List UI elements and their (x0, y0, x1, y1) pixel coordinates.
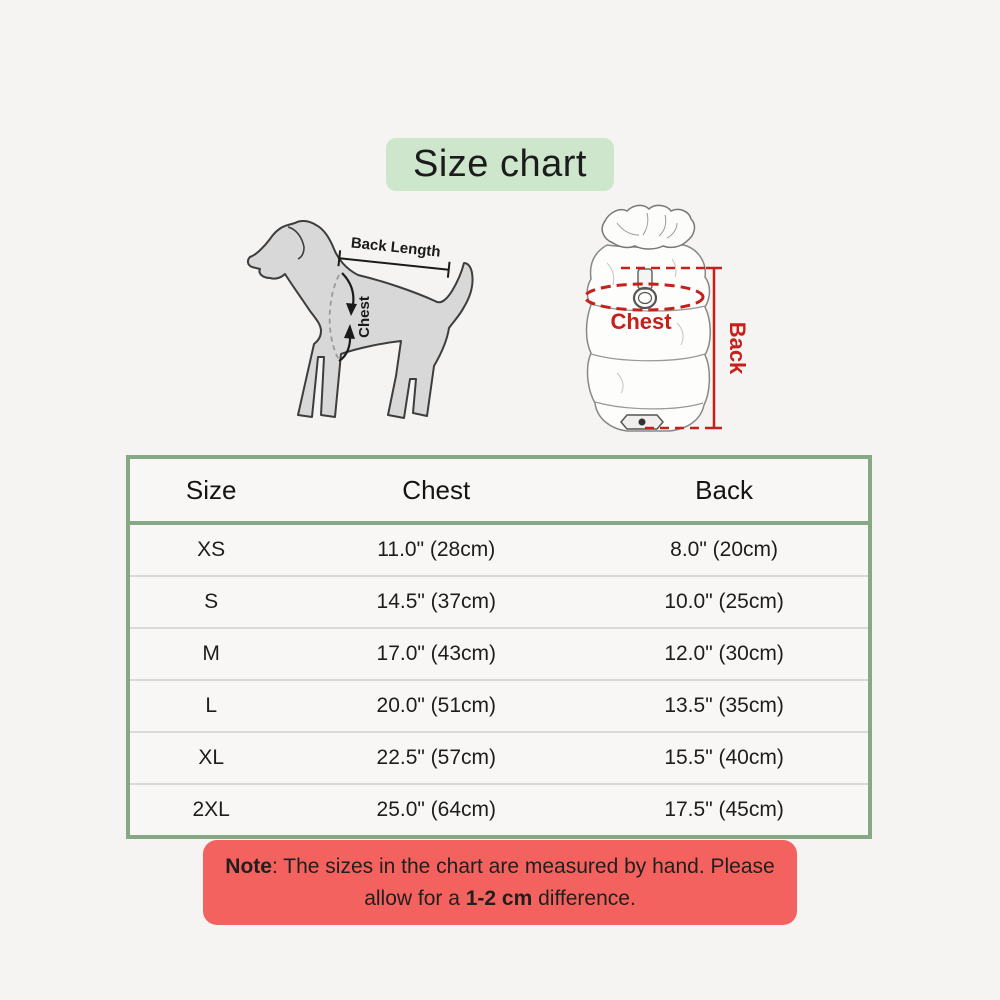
table-row (130, 576, 868, 628)
cell-chest: 11.0" (28cm) (292, 523, 580, 576)
cell-back: 10.0" (25cm) (580, 576, 868, 628)
note-label: Note (225, 855, 272, 878)
cell-back: 12.0" (30cm) (580, 628, 868, 680)
bottom-tag (621, 415, 663, 429)
dog-chest-label: Chest (356, 296, 373, 338)
cell-size: 2XL (192, 798, 230, 821)
header-size: Size (130, 459, 292, 523)
cell-size: XS (130, 523, 292, 576)
cell-chest: 17.0" (43cm) (292, 628, 580, 680)
cell-size: L (130, 680, 292, 732)
cell-chest: 25.0" (64cm) (376, 798, 497, 821)
vest-back-label: Back (725, 321, 750, 375)
vest-collar (602, 205, 694, 249)
cell-size: S (130, 576, 292, 628)
table-row (130, 680, 868, 732)
cell-back: 17.5" (45cm) (664, 798, 784, 821)
vest-measurement-diagram (583, 203, 753, 438)
note-text-2: difference. (532, 886, 636, 910)
back-length-ruler (338, 233, 451, 277)
dog-measurement-diagram (238, 211, 488, 431)
table-row (130, 523, 868, 576)
page-title: Size chart (386, 138, 614, 191)
cell-back: 13.5" (35cm) (580, 680, 868, 732)
cell-size: XL (130, 732, 292, 784)
cell-size: M (130, 628, 292, 680)
cell-back: 8.0" (20cm) (580, 523, 868, 576)
back-length-label: Back Length (350, 234, 442, 261)
table-row (130, 628, 868, 680)
table-row (130, 784, 868, 835)
cell-chest: 22.5" (57cm) (292, 732, 580, 784)
header-back: Back (580, 459, 868, 523)
size-table-header-row (130, 459, 868, 523)
header-chest: Chest (292, 459, 580, 523)
note-bold-value: 1-2 cm (465, 886, 533, 910)
cell-chest: 14.5" (37cm) (292, 576, 580, 628)
measurement-note (203, 840, 797, 925)
size-table (126, 455, 872, 839)
table-row (130, 732, 868, 784)
vest-chest-label: Chest (610, 309, 672, 334)
cell-back: 15.5" (40cm) (580, 732, 868, 784)
note-text-1: : The sizes in the chart are measured by hand. Please allow for a (271, 855, 775, 910)
cell-chest: 20.0" (51cm) (292, 680, 580, 732)
